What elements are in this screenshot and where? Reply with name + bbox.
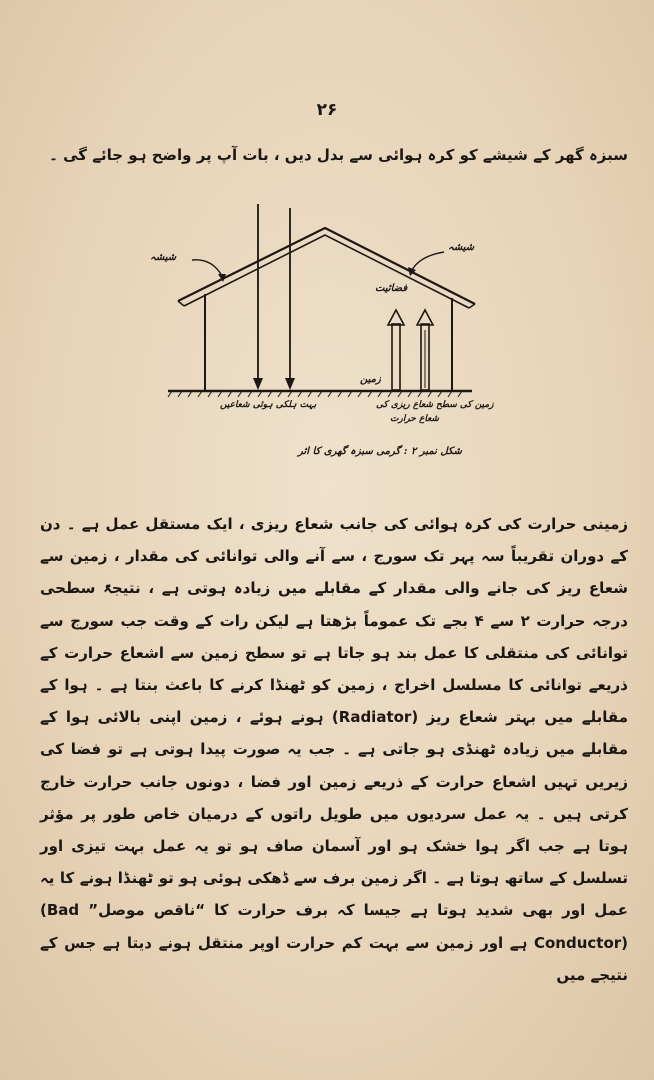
label-absorbed-rays: زمین کی سطح شعاع ریزی کی bbox=[376, 400, 494, 410]
intro-paragraph: سبزہ گھر کے شیشے کو کرہ ہوائی سے بدل دیں ، بات آپ پر واضح ہو جائے گی ۔ bbox=[49, 146, 628, 164]
label-absorbed-rays-2: شعاع حرارت bbox=[390, 414, 439, 424]
page-number: ۲۶ bbox=[316, 100, 338, 120]
greenhouse-figure bbox=[150, 200, 494, 490]
body-text-part-3: ہے اور زمین سے بہت کم حرارت اوپر منتقل ہونے دیتا ہے جس کے نتیجے میں bbox=[40, 933, 628, 984]
term-bad-conductor: (Bad Conductor) bbox=[40, 901, 628, 952]
outgoing-ray-1 bbox=[388, 310, 404, 390]
body-text-part-1: زمینی حرارت کی کرہ ہوائی کی جانب شعاع ریزی ، ایک مستقل عمل ہے ۔ دن کے دوران تقریباً سہ پہر تک سورج ، سے آنے والی توانائی کی مقدار ، زمین سے شعاع ریز کی جانے والی مقدار کے مقابلے میں زیادہ ہوتی ہے ، نتیجۃً سطحی درجہ حرارت ۲ سے ۴ بجے تک عموماً بڑھتا ہے لیکن رات کے وقت جب سورج سے توانائی کی منتقلی کا عمل بند ہو جاتا ہے تو سطح زمین سے اشعاع حرارت کے ذریعے توانائی کا مسلسل اخراج ، زمین کو ٹھنڈا کرنے کا باعث بنتا ہے ۔ ہوا کے مقابلے میں بہتر شعاع ریز bbox=[40, 515, 628, 727]
leader-glass-right bbox=[412, 252, 444, 270]
label-glass-left: شیشہ bbox=[150, 252, 177, 263]
label-atmosphere: فضائیت bbox=[375, 283, 408, 294]
roof-outer bbox=[178, 228, 475, 304]
label-earth: زمین bbox=[360, 374, 381, 385]
body-text-part-2: ہونے ہوئے ، زمین اپنی بالائی ہوا کے مقابلے میں زیادہ ٹھنڈی ہو جاتی ہے ۔ جب یہ صورت پیدا ہوتی ہے تو فضا کی زیریں تہیں اشعاع حرارت کے ذریعے زمین اور فضا ، دونوں جانب حرارت خارج کرتی ہیں ۔ یہ عمل سردیوں میں طویل راتوں کے درمیان خاص طور پر مؤثر ہوتا ہے جب اگر ہوا خشک ہو اور آسمان صاف ہو تو یہ عمل بہت تیزی اور تسلسل کے ساتھ ہوتا ہے ۔ اگر زمین برف سے ڈھکی ہوئی ہو تو ٹھنڈا ہونے کا یہ عمل اور بھی شدید ہوتا ہے جیسا کہ برف حرارت کا “ناقص موصل” bbox=[40, 708, 628, 920]
leader-glass-left bbox=[192, 260, 222, 276]
label-glass-right: شیشہ bbox=[448, 242, 475, 253]
roof-inner bbox=[184, 235, 469, 308]
term-radiator: (Radiator) bbox=[331, 708, 419, 727]
body-paragraph bbox=[40, 508, 628, 991]
outgoing-ray-2 bbox=[417, 310, 433, 390]
label-reflected-rays: بہت ہلکی ہوئی شعاعیں bbox=[220, 400, 317, 410]
figure-caption: شکل نمبر ۲ : گرمی سبزہ گھری کا اثر bbox=[298, 446, 462, 457]
